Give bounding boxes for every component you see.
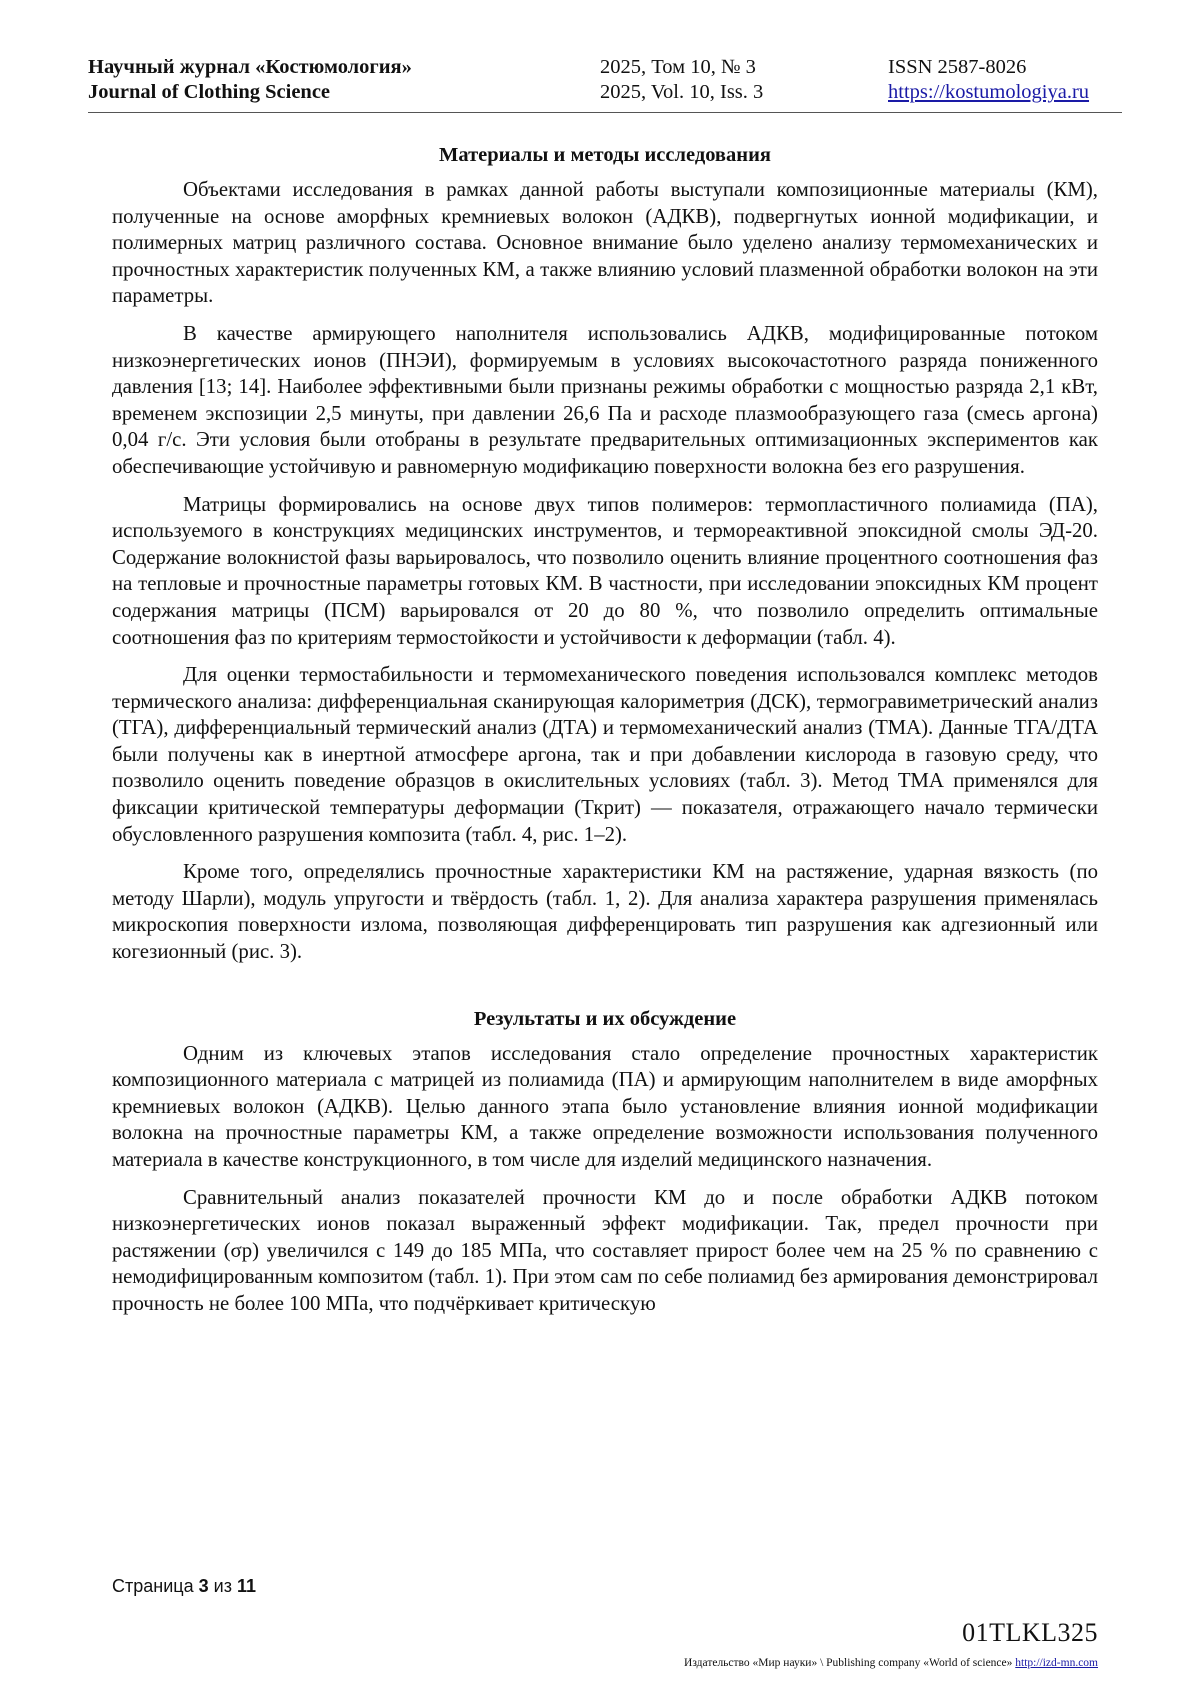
journal-title-ru: Научный журнал «Костюмология» bbox=[88, 56, 412, 78]
page-total: 11 bbox=[236, 1576, 256, 1596]
publisher-url-link[interactable]: http://izd-mn.com bbox=[1015, 1657, 1098, 1669]
issn: ISSN 2587-8026 bbox=[888, 56, 1027, 78]
issue-info-en: 2025, Vol. 10, Iss. 3 bbox=[600, 81, 764, 103]
page-number bbox=[112, 1576, 256, 1597]
journal-title-block bbox=[88, 55, 412, 105]
journal-url-link[interactable]: https://kostumologiya.ru bbox=[888, 81, 1090, 103]
paragraph: В качестве армирующего наполнителя использовались АДКВ, модифицированные потоком низкоэнергетических ионов (ПНЭИ), формируемым в условиях высокочастотного разряда пониженного давления [13; 14]. Наиболее эффективными были признаны режимы обработки с мощностью разряда 2,1 кВт, временем экспозиции 2,5 минуты, при давлении 26,6 Па и расходе плазмообразующего газа (смесь аргона) 0,04 г/с. Эти условия были отобраны в результате предварительных оптимизационных экспериментов как обеспечивающие устойчивую и равномерную модификацию поверхности волокна без его разрушения. bbox=[112, 321, 1098, 478]
section-heading-results: Результаты и их обсуждение bbox=[473, 1007, 737, 1030]
publisher-text: Издательство «Мир науки» \ Publishing company «World of science» bbox=[684, 1657, 1013, 1669]
article-body bbox=[112, 142, 1098, 1329]
issn-block bbox=[888, 55, 1089, 105]
paragraph: Кроме того, определялись прочностные характеристики КМ на растяжение, ударная вязкость (по методу Шарли), модуль упругости и твёрдость (табл. 1, 2). Для анализа характера разрушения применялась микроскопия поверхности излома, позволяющая дифференцировать тип разрушения как адгезионный или когезионный (рис. 3). bbox=[112, 860, 1098, 964]
article-code: 01TLKL325 bbox=[962, 1618, 1098, 1647]
publisher-line bbox=[684, 1657, 1098, 1669]
paragraph: Матрицы формировались на основе двух типов полимеров: термопластичного полиамида (ПА), используемого в конструкциях медицинских инструментов, и термореактивной эпоксидной смолы ЭД-20. Содержание волокнистой фазы варьировалось, что позволило оценить влияние процентного соотношения фаз на тепловые и прочностные параметры готовых КМ. В частности, при исследовании эпоксидных КМ процент содержания матрицы (ПСМ) варьировался от 20 до 80 %, что позволило определить оптимальные соотношения фаз по критериям термостойкости и устойчивости к деформации (табл. 4). bbox=[112, 492, 1098, 649]
issue-info-block bbox=[600, 55, 763, 105]
journal-title-en: Journal of Clothing Science bbox=[88, 81, 331, 103]
running-header bbox=[88, 55, 1122, 113]
issue-info-ru: 2025, Том 10, № 3 bbox=[600, 56, 756, 78]
paragraph: Для оценки термостабильности и термомеханического поведения использовался комплекс методов термического анализа: дифференциальная сканирующая калориметрия (ДСК), термогравиметрический анализ (ТГА), дифференциальный термический анализ (ДТА) и термомеханический анализ (ТМА). Данные ТГА/ДТА были получены как в инертной атмосфере аргона, так и при добавлении кислорода в газовую среду, что позволило оценить поведение образцов в окислительных условиях (табл. 3). Метод ТМА применялся для фиксации критической температуры деформации (Ткрит) — показателя, отражающего начало термически обусловленного разрушения композита (табл. 4, рис. 1–2). bbox=[112, 663, 1098, 846]
paragraph: Одним из ключевых этапов исследования стало определение прочностных характеристик композиционного материала с матрицей из полиамида (ПА) и армирующим наполнителем в виде аморфных кремниевых волокон (АДКВ). Целью данного этапа было установление влияния ионной модификации волокна на прочностные параметры КМ, а также определение возможности использования полученного материала в качестве конструкционного, в том числе для изделий медицинского назначения. bbox=[112, 1041, 1098, 1171]
page-current: 3 bbox=[198, 1576, 209, 1596]
paragraph: Сравнительный анализ показателей прочности КМ до и после обработки АДКВ потоком низкоэнергетических ионов показал выраженный эффект модификации. Так, предел прочности при растяжении (σр) увеличился с 149 до 185 МПа, что составляет прирост более чем на 25 % по сравнению с немодифицированным композитом (табл. 1). При этом сам по себе полиамид без армирования демонстрировал прочность не более 100 МПа, что подчёркивает критическую bbox=[112, 1185, 1098, 1315]
paragraph: Объектами исследования в рамках данной работы выступали композиционные материалы (КМ), полученные на основе аморфных кремниевых волокон (АДКВ), подвергнутых ионной модификации, и полимерных матриц различного состава. Основное внимание было уделено анализу термомеханических и прочностных характеристик полученных КМ, а также влиянию условий плазменной обработки волокон на эти параметры. bbox=[112, 178, 1098, 308]
section-heading-methods: Материалы и методы исследования bbox=[439, 144, 771, 166]
page-label: Страница bbox=[112, 1576, 194, 1596]
page-of: из bbox=[213, 1576, 232, 1596]
